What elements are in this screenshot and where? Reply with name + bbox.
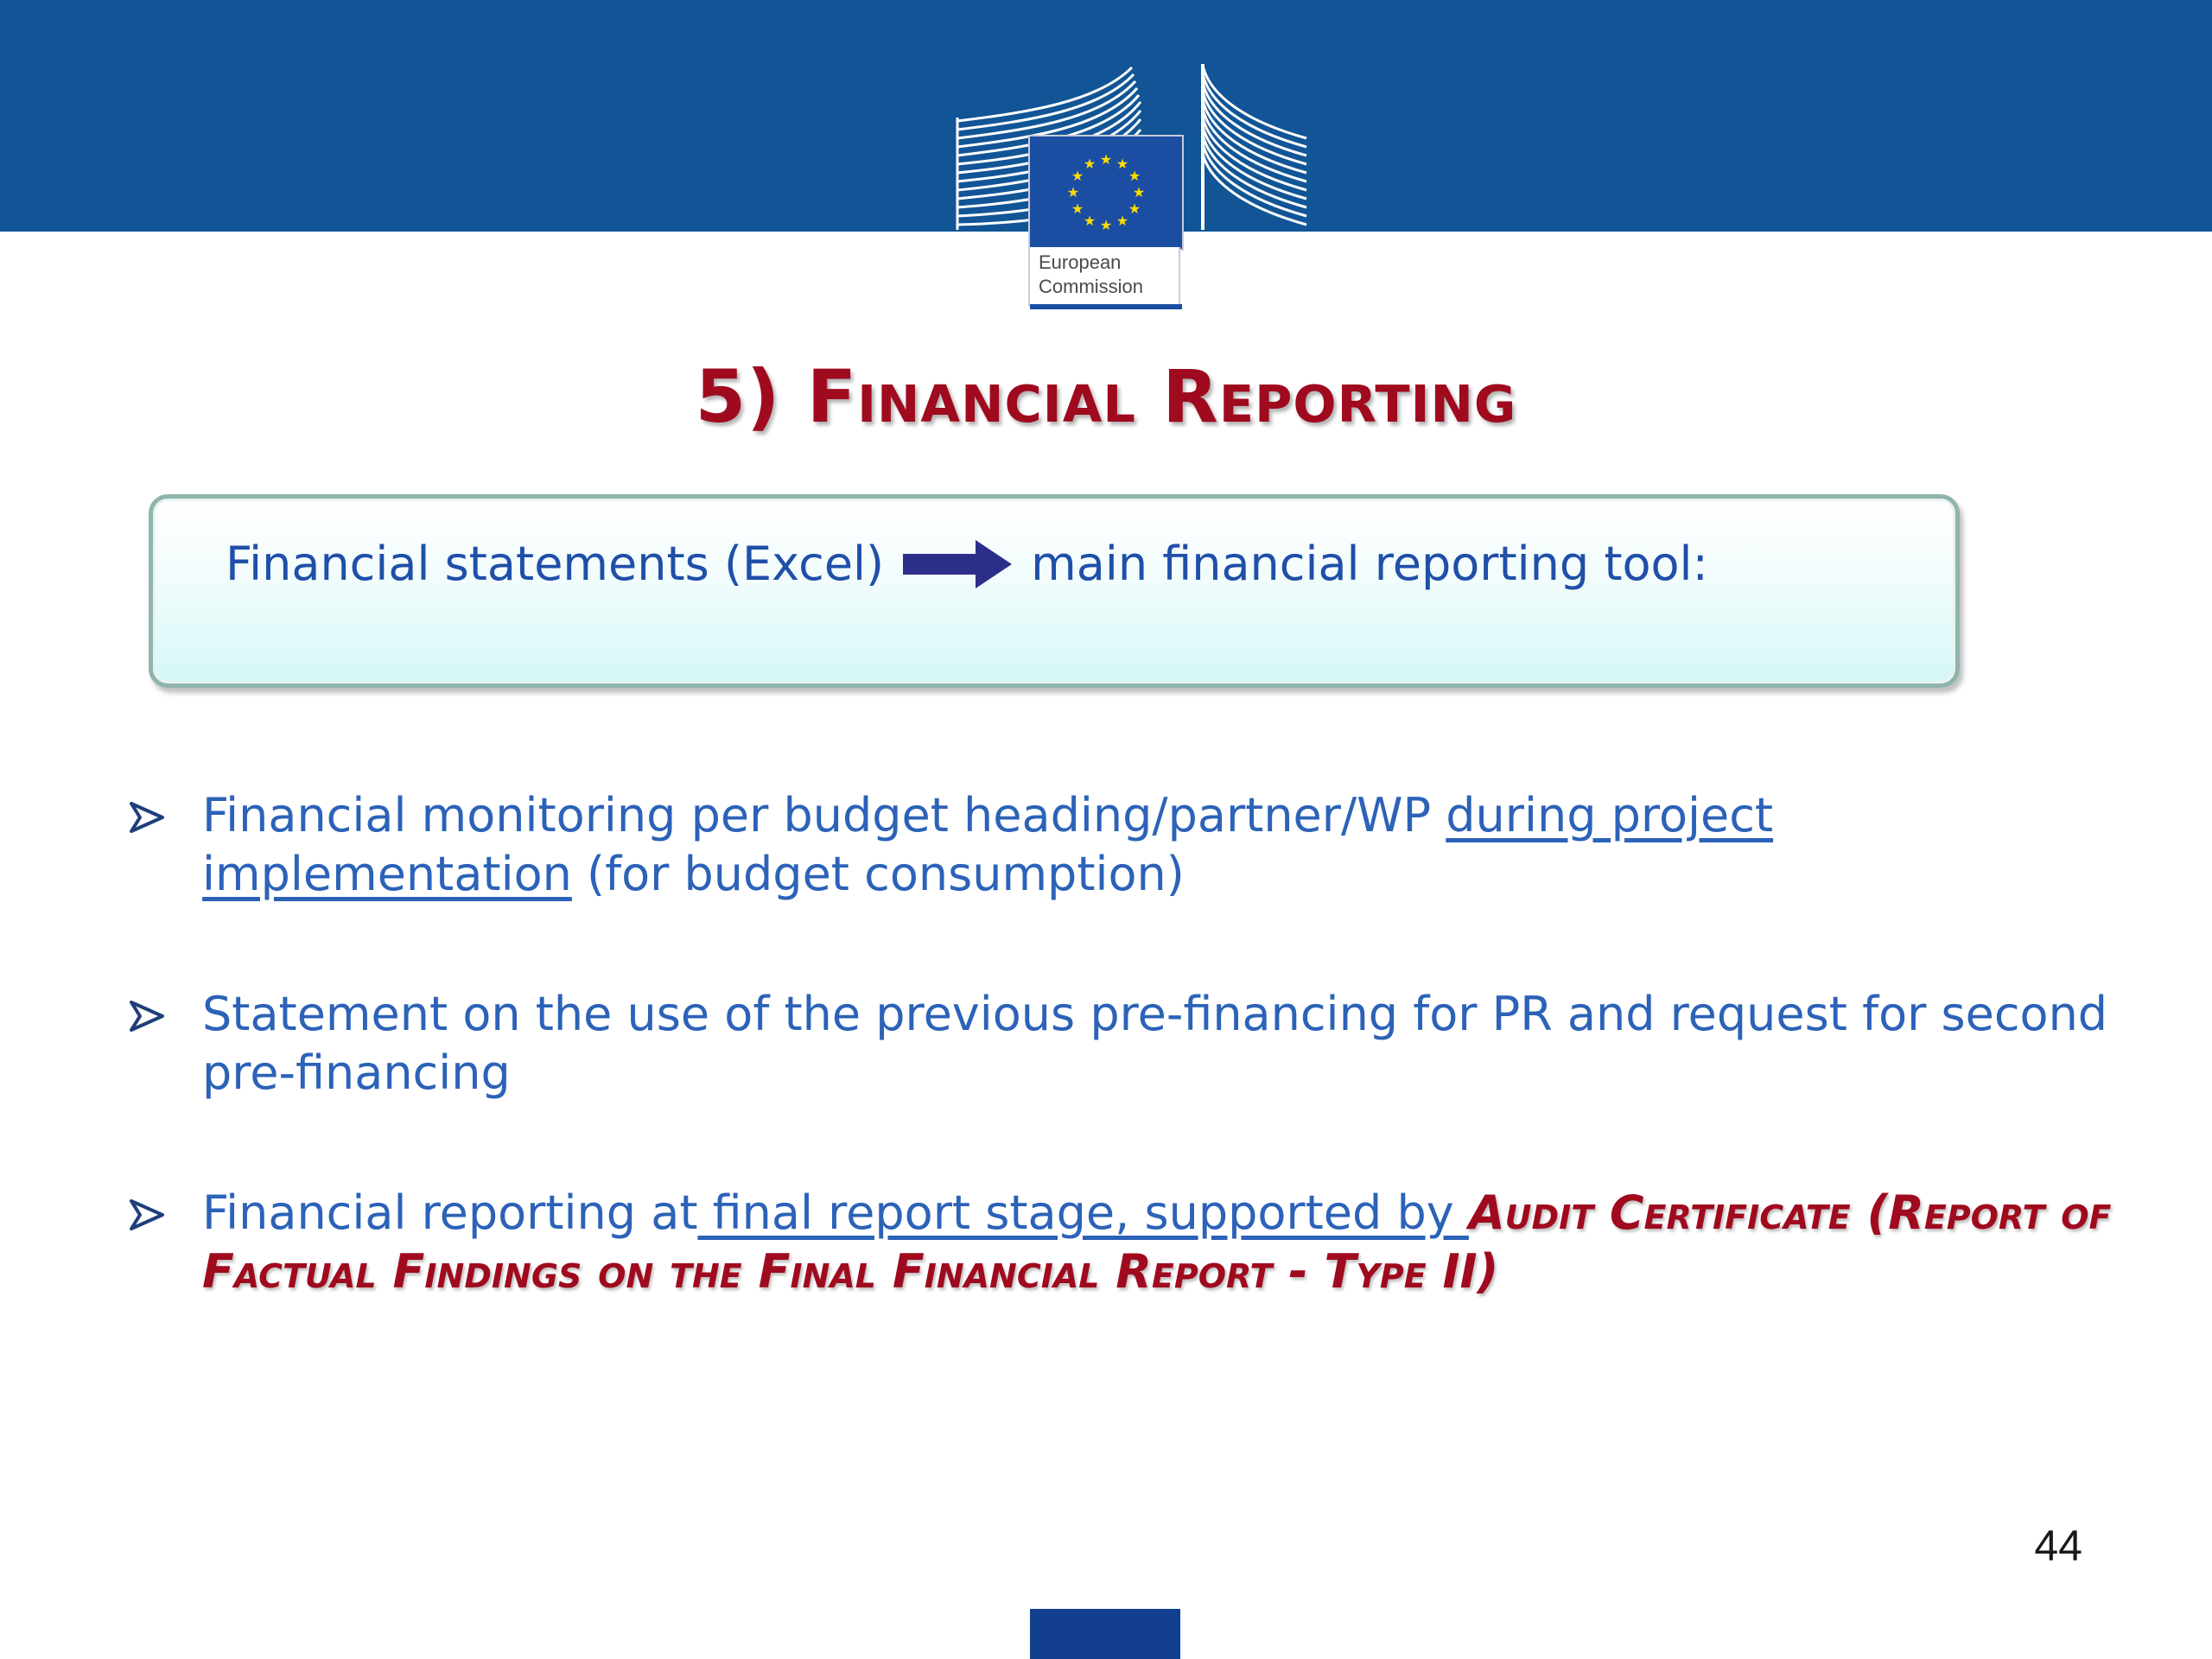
bullet-text: (for budget consumption) xyxy=(571,847,1185,901)
svg-text:★: ★ xyxy=(1128,168,1141,184)
bullet-item xyxy=(130,1184,2117,1301)
audit-certificate-emphasis: Audit Certificate (Report of Factual Findings on the Final Financial Report - Type II) xyxy=(202,1185,2112,1299)
bullet-underlined-text: during project implementation xyxy=(202,788,1774,901)
right-arrow-icon xyxy=(903,540,1012,588)
svg-text:★: ★ xyxy=(1099,151,1113,168)
bullet-item xyxy=(130,985,2117,1103)
bullet-underlined-text: final report stage, supported by xyxy=(697,1185,1469,1240)
chevron-bullet-icon xyxy=(130,802,164,833)
callout-line xyxy=(226,537,1708,591)
svg-text:★: ★ xyxy=(1116,156,1129,172)
svg-text:★: ★ xyxy=(1132,184,1146,200)
logo-wordmark-line1: European xyxy=(1039,251,1122,273)
svg-text:★: ★ xyxy=(1083,213,1096,229)
chevron-bullet-icon xyxy=(130,1199,164,1230)
footer-tab xyxy=(1030,1609,1180,1659)
bullet-item xyxy=(130,786,2117,904)
page-title: 5) Financial Reporting xyxy=(695,354,1517,439)
bullet-text: Financial reporting at xyxy=(202,1185,698,1240)
european-commission-logo xyxy=(950,60,1313,311)
bullet-text: Statement on the use of the previous pre-financing for PR and request for second pre-financing xyxy=(202,987,2108,1100)
chevron-bullet-icon xyxy=(130,1001,164,1032)
svg-text:★: ★ xyxy=(1128,200,1141,217)
logo-wordmark-line2: Commission xyxy=(1039,276,1144,297)
page-number: 44 xyxy=(2034,1522,2082,1570)
svg-text:★: ★ xyxy=(1116,213,1129,229)
svg-text:★: ★ xyxy=(1071,200,1084,217)
bullet-list xyxy=(130,786,2117,1301)
svg-text:★: ★ xyxy=(1083,156,1096,172)
svg-text:★: ★ xyxy=(1099,217,1113,233)
logo-wordmark xyxy=(1028,247,1180,306)
svg-text:★: ★ xyxy=(1066,184,1080,200)
callout-right-text: main financial reporting tool: xyxy=(1031,537,1708,591)
callout-box xyxy=(149,494,1960,688)
svg-text:★: ★ xyxy=(1071,168,1084,184)
callout-left-text: Financial statements (Excel) xyxy=(226,537,885,591)
eu-flag-icon xyxy=(1028,135,1184,251)
logo-underline xyxy=(1030,304,1182,309)
bullet-text: Financial monitoring per budget heading/partner/WP xyxy=(202,788,1446,842)
